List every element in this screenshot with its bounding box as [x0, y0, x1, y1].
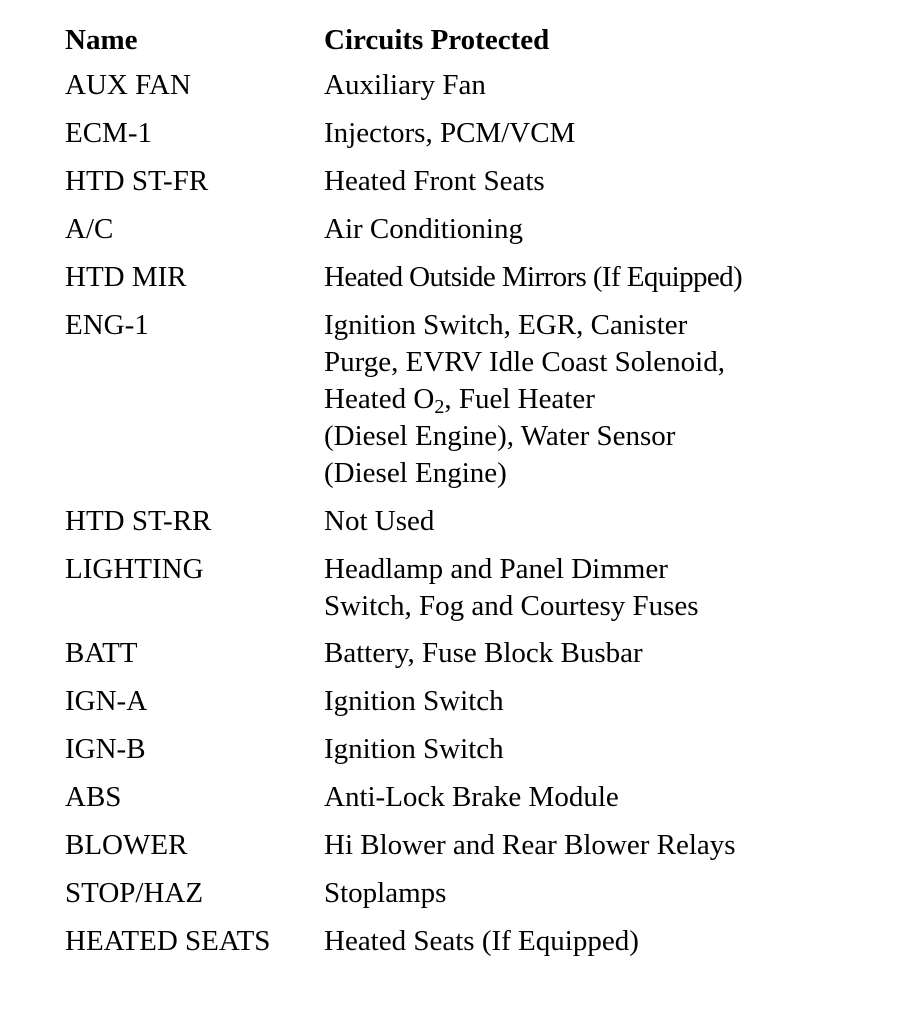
fuse-name: IGN-A: [65, 685, 148, 717]
circuit-line: Headlamp and Panel Dimmer: [324, 553, 668, 585]
circuits-protected: [324, 115, 865, 152]
fuse-table: [65, 22, 865, 971]
circuits-protected: [324, 683, 865, 720]
fuse-name: HTD ST-RR: [65, 505, 212, 537]
header-name: Name: [65, 24, 138, 56]
circuit-line: Heated Seats (If Equipped): [324, 925, 639, 957]
circuits-protected: [324, 827, 865, 864]
table-row: [65, 635, 865, 683]
table-row: [65, 827, 865, 875]
circuit-line: Injectors, PCM/VCM: [324, 117, 576, 149]
table-row: [65, 923, 865, 971]
circuit-line: Hi Blower and Rear Blower Relays: [324, 829, 736, 861]
circuits-protected: [324, 551, 865, 625]
fuse-name: ABS: [65, 781, 122, 813]
circuit-line: Battery, Fuse Block Busbar: [324, 637, 643, 669]
circuit-line: [324, 381, 865, 418]
circuit-line: Anti-Lock Brake Module: [324, 781, 619, 813]
circuit-line: Ignition Switch: [324, 733, 504, 765]
fuse-name: A/C: [65, 213, 114, 245]
circuit-line: Heated Outside Mirrors (If Equipped): [324, 261, 743, 293]
circuit-line: Ignition Switch, EGR, Canister: [324, 309, 688, 341]
table-header-row: [65, 22, 865, 67]
circuits-protected: [324, 731, 865, 768]
circuit-line: Switch, Fog and Courtesy Fuses: [324, 590, 699, 622]
fuse-name: AUX FAN: [65, 69, 191, 101]
circuit-line: Air Conditioning: [324, 213, 523, 245]
circuit-line: Auxiliary Fan: [324, 69, 486, 101]
header-circuits-protected: Circuits Protected: [324, 24, 550, 56]
table-row: [65, 875, 865, 923]
fuse-name: ECM-1: [65, 117, 152, 149]
table-row: [65, 163, 865, 211]
circuit-line: (Diesel Engine): [324, 457, 507, 489]
subscript-2: 2: [434, 396, 445, 418]
fuse-name: HEATED SEATS: [65, 925, 271, 957]
fuse-name: BATT: [65, 637, 138, 669]
table-row: [65, 551, 865, 635]
circuits-protected: [324, 779, 865, 816]
table-row: [65, 67, 865, 115]
circuit-text: , Fuel Heater: [444, 383, 595, 415]
circuits-protected: [324, 163, 865, 200]
table-row: [65, 115, 865, 163]
circuits-protected: [324, 211, 865, 248]
fuse-name: LIGHTING: [65, 553, 204, 585]
fuse-name: STOP/HAZ: [65, 877, 204, 909]
circuits-protected: [324, 259, 865, 296]
table-row: [65, 307, 865, 503]
table-row: [65, 731, 865, 779]
circuits-protected: [324, 307, 865, 492]
circuit-line: Not Used: [324, 505, 435, 537]
fuse-name: ENG-1: [65, 309, 149, 341]
fuse-name: IGN-B: [65, 733, 146, 765]
circuit-line: Heated Front Seats: [324, 165, 545, 197]
circuit-text: Heated O: [324, 383, 435, 415]
circuits-protected: [324, 875, 865, 912]
circuits-protected: [324, 635, 865, 672]
circuits-protected: [324, 67, 865, 104]
table-row: [65, 503, 865, 551]
circuit-line: (Diesel Engine), Water Sensor: [324, 420, 676, 452]
table-row: [65, 779, 865, 827]
circuits-protected: [324, 923, 865, 960]
circuit-line: Stoplamps: [324, 877, 447, 909]
circuit-line: Purge, EVRV Idle Coast Solenoid,: [324, 346, 725, 378]
circuit-line: Ignition Switch: [324, 685, 504, 717]
table-row: [65, 259, 865, 307]
circuits-protected: [324, 503, 865, 540]
fuse-name: HTD MIR: [65, 261, 187, 293]
table-row: [65, 211, 865, 259]
table-row: [65, 683, 865, 731]
fuse-name: HTD ST-FR: [65, 165, 209, 197]
fuse-name: BLOWER: [65, 829, 188, 861]
